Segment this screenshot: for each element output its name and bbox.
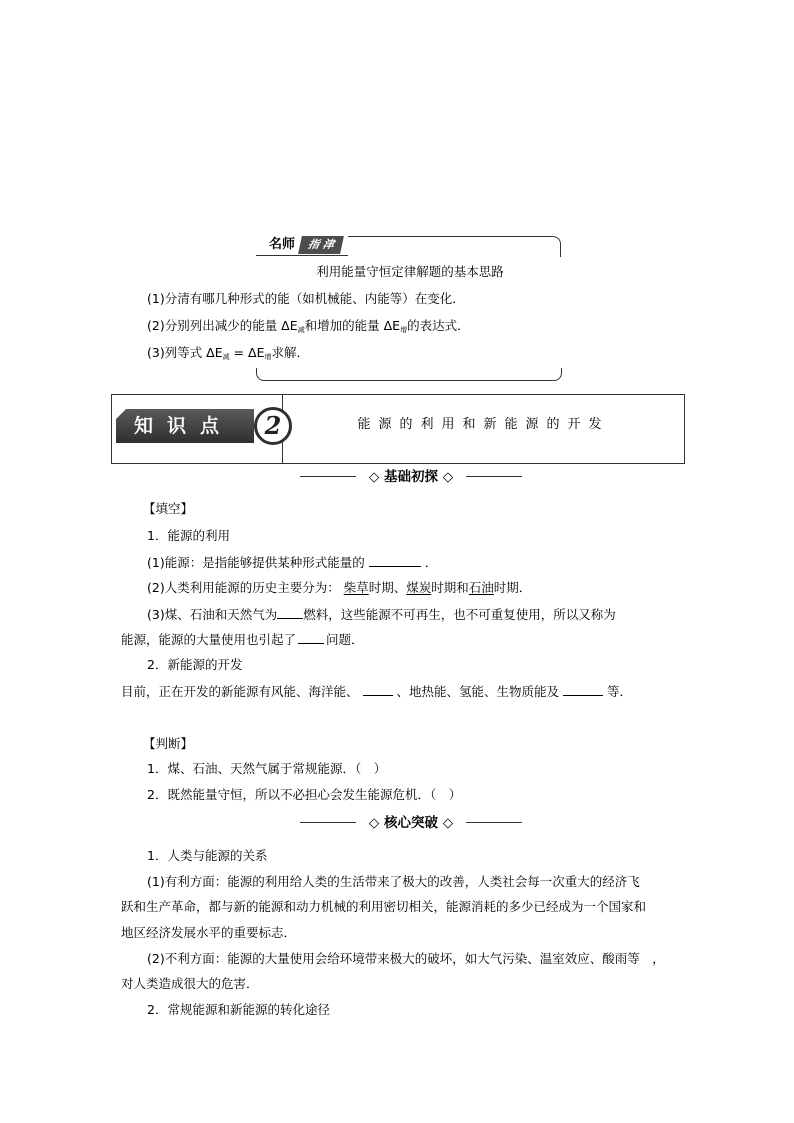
judge-item-1: 1．煤、石油、天然气属于常规能源．（ ） [147, 761, 387, 776]
answer-blank[interactable] [277, 606, 303, 619]
tip-frame-top [348, 236, 561, 257]
fill-item-3: (3)煤、石油和天然气为 燃料，这些能源不可再生，也不可重复使用，所以又称为 [147, 607, 616, 622]
energy-use-title: 1．能源的利用 [147, 528, 230, 543]
core-item-1-para-2a: (2)不利方面：能源的大量使用会给环境带来极大的破坏，如大气污染、温室效应、酸雨等 ， [147, 951, 665, 966]
fill-item-1: (1)能源：是指能够提供某种形式能量的 ． [147, 555, 438, 570]
new-energy-item: 目前，正在开发的新能源有风能、海洋能、 、地热能、氢能、生物质能及 等． [121, 684, 633, 699]
answer-blank[interactable] [369, 554, 421, 567]
knowledge-point-tab-cell [112, 395, 283, 463]
tab-notch [116, 409, 126, 419]
answer-blank[interactable] [298, 631, 324, 644]
core-item-1-para-1a: (1)有利方面：能源的利用给人类的生活带来了极大的改善，人类社会每一次重大的经济飞 [147, 874, 640, 889]
new-energy-title: 2．新能源的开发 [147, 657, 243, 672]
fill-item-2: (2)人类利用能源的历史主要分为： 柴草时期、煤炭时期和石油时期． [147, 580, 532, 595]
tip-divider [256, 255, 348, 256]
core-item-1-title: 1．人类与能源的关系 [147, 848, 268, 863]
section-heading-core-text: ◇ 核心突破 ◇ [368, 815, 454, 831]
tip-label: 名师 [269, 237, 296, 252]
tip-item-3: (3)列等式 $\Delta E_减 = \Delta E_增$求解． [147, 345, 310, 361]
tip-item-1: (1)分清有哪几种形式的能（如机械能、内能等）在变化． [147, 291, 465, 306]
knowledge-point-banner [111, 394, 685, 464]
core-item-1-para-1c: 地区经济发展水平的重要标志． [121, 925, 297, 940]
knowledge-point-title: 能源的利用和新能源的开发 [357, 417, 610, 432]
answer-blank[interactable] [363, 683, 393, 696]
tip-frame-bottom [256, 368, 562, 381]
divider-rule-left [300, 822, 356, 823]
tip-badge: 指 津 [298, 236, 344, 254]
core-item-1-para-2b: 对人类造成很大的危害． [121, 976, 259, 991]
section-heading-basics-text: ◇ 基础初探 ◇ [368, 469, 454, 485]
tip-title: 利用能量守恒定律解题的基本思路 [316, 264, 504, 279]
fill-in-label: 【填空】 [143, 501, 194, 516]
judge-item-2: 2．既然能量守恒，所以不必担心会发生能源危机．（ ） [147, 787, 462, 802]
core-item-1-para-1b: 跃和生产革命，都与新的能源和动力机械的利用密切相关，能源消耗的多少已经成为一个国家和 [121, 899, 647, 914]
divider-rule-right [466, 822, 522, 823]
tip-item-2: (2)分别列出减少的能量 $\Delta E_减$和增加的能量 $\Delta E_增$的表达式． [147, 318, 470, 334]
divider-rule-right [466, 476, 522, 477]
knowledge-point-number: 2 [264, 411, 282, 440]
knowledge-point-label: 知识点 [134, 415, 234, 437]
core-item-2-title: 2．常规能源和新能源的转化途径 [147, 1002, 330, 1017]
fill-item-3-cont: 能源，能源的大量使用也引起了 问题． [121, 632, 364, 647]
answer-blank[interactable] [563, 683, 603, 696]
judge-label: 【判断】 [143, 736, 194, 751]
section-heading-basics [300, 468, 522, 486]
section-heading-core [300, 814, 522, 832]
divider-rule-left [300, 476, 356, 477]
